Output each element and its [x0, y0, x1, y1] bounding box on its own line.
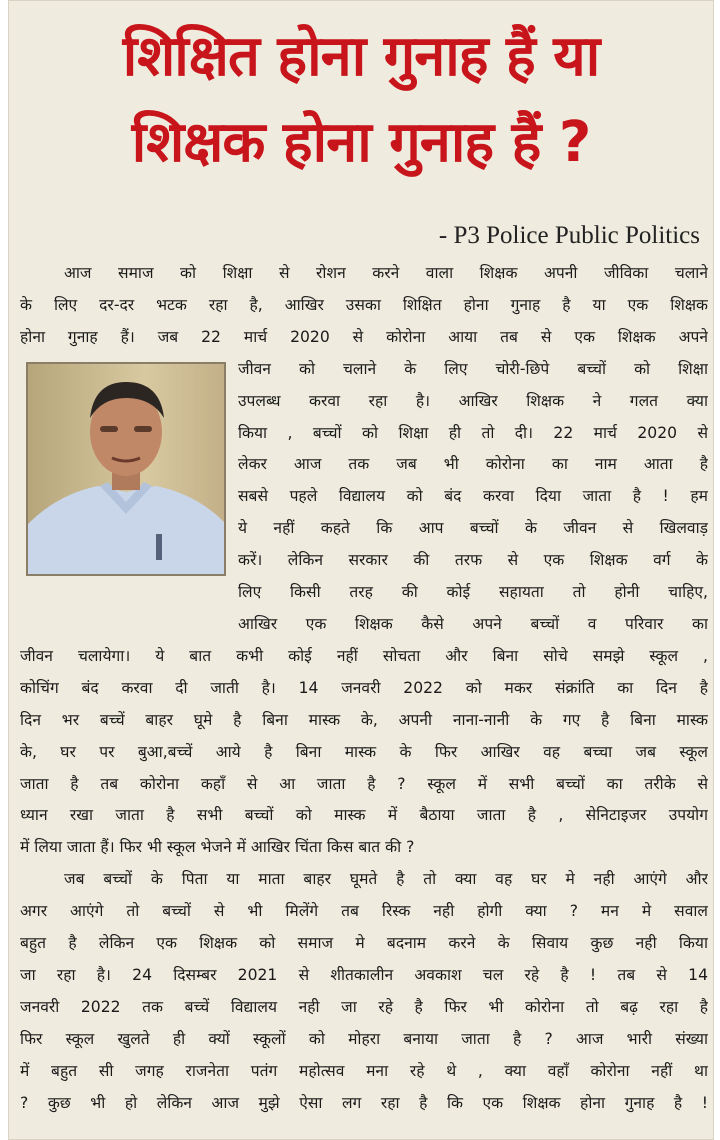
text-line: जाता है तब कोरोना कहाँ से आ जाता है ? स्कूल में सभी बच्चों का तरीके से [20, 774, 708, 793]
headline-line-2: शिक्षक होना गुनाह हैं ? [131, 110, 591, 175]
text-line: जा रहा है। 24 दिसम्बर 2021 से शीतकालीन अवकाश चल रहे है ! तब से 14 [20, 965, 708, 984]
text-line: दिन भर बच्चें बाहर घूमे है बिना मास्क के, अपनी नाना-नानी के गए है बिना मास्क [20, 710, 708, 729]
text-line: में लिया जाता हैं। फिर भी स्कूल भेजने में आखिर चिंता किस बात की ? [20, 838, 415, 857]
text-line: लिए किसी तरह की कोई सहायता तो होनी चाहिए, [238, 583, 708, 602]
text-line: जीवन चलायेगा। ये बात कभी कोई नहीं सोचता और बिना सोचे समझे स्कूल , [20, 646, 708, 665]
text-line: बहुत है लेकिन एक शिक्षक को समाज मे बदनाम करने के सिवाय कुछ नही किया [20, 934, 708, 953]
text-line: उपलब्ध करवा रहा है। आखिर शिक्षक ने गलत क्या [238, 391, 708, 410]
text-line: करें। लेकिन सरकार की तरफ से एक शिक्षक वर्ग के [238, 551, 708, 570]
text-line: कोचिंग बंद करवा दी जाती है। 14 जनवरी 2022 को मकर संक्रांति का दिन है [20, 678, 708, 697]
headline [8, 14, 714, 186]
text-line: फिर स्कूल खुलते ही क्यों स्कूलों को मोहरा बनाया जाता है ? आज भारी संख्या [20, 1029, 708, 1048]
text-line: अगर आएंगे तो बच्चों से भी मिलेंगे तब रिस्क नही होगी क्या ? मन मे सवाल [20, 902, 708, 921]
text-line: आज समाज को शिक्षा से रोशन करने वाला शिक्षक अपनी जीविका चलाने [64, 264, 708, 282]
portrait-image [28, 364, 224, 574]
portrait-photo [28, 364, 224, 574]
paragraph-1 [20, 258, 708, 354]
article-body [20, 258, 708, 1119]
text-line: के लिए दर-दर भटक रहा है, आखिर उसका शिक्षित होना गुनाह है या एक शिक्षक [20, 295, 708, 314]
text-line: सबसे पहले विद्यालय को बंद करवा दिया जाता है ! हम [238, 487, 708, 506]
text-line: के, घर पर बुआ,बच्चें आये है बिना मास्क के फिर आखिर वह बच्चा जब स्कूल [20, 742, 708, 761]
paragraph-2 [20, 864, 708, 1119]
newspaper-clipping [8, 0, 714, 1140]
text-line: जनवरी 2022 तक बच्चें विद्यालय नही जा रहे है फिर भी कोरोना तो बढ़ रहा है [20, 997, 708, 1016]
text-line: ? कुछ भी हो लेकिन आज मुझे ऐसा लग रहा है कि एक शिक्षक होना गुनाह है ! [20, 1093, 708, 1112]
photo-wrap-section [20, 354, 708, 641]
text-line: किया , बच्चों को शिक्षा ही तो दी। 22 मार्च 2020 से [238, 423, 708, 442]
text-line: ये नहीं कहते कि आप बच्चों के जीवन से खिलवाड़ [238, 519, 708, 538]
text-line: में बहुत सी जगह राजनेता पतंग महोत्सव मना रहे थे , क्या वहाँ कोरोना नहीं था [20, 1061, 708, 1080]
text-line: ध्यान रखा जाता है सभी बच्चों को मास्क में बैठाया जाता है , सेनिटाइजर उपयोग [20, 806, 708, 825]
wrapped-text-column [238, 354, 708, 641]
byline: - P3 Police Public Politics [438, 222, 700, 249]
headline-line-1: शिक्षित होना गुनाह हैं या [122, 24, 600, 89]
text-line: लेकर आज तक जब भी कोरोना का नाम आता है [238, 455, 708, 474]
text-line: जब बच्चों के पिता या माता बाहर घूमते है तो क्या वह घर मे नही आएंगे और [64, 870, 708, 889]
text-line: होना गुनाह हैं। जब 22 मार्च 2020 से कोरोना आया तब से एक शिक्षक अपने [20, 327, 708, 346]
text-line: जीवन को चलाने के लिए चोरी-छिपे बच्चों को शिक्षा [238, 359, 708, 378]
text-line: आखिर एक शिक्षक कैसे अपने बच्चों व परिवार का [238, 614, 708, 633]
paragraph-1-continued [20, 641, 708, 864]
